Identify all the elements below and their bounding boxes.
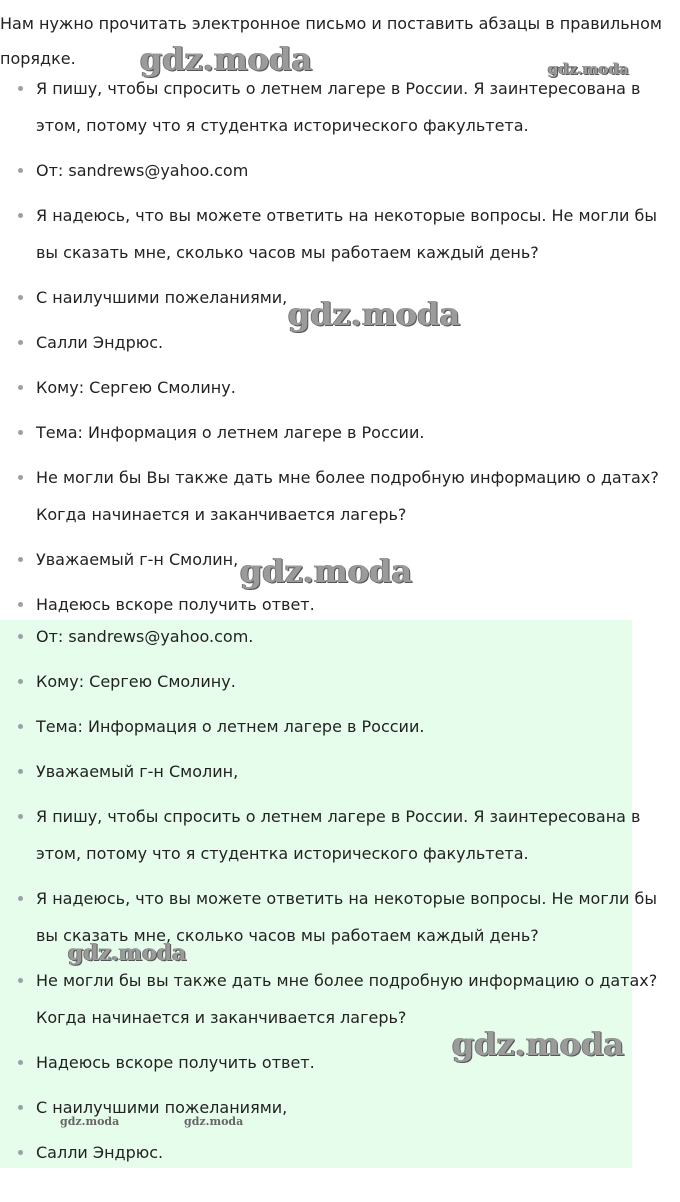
- watermark: gdz.moda: [184, 1115, 244, 1128]
- list-item: Я надеюсь, что вы можете ответить на некоторые вопросы. Не могли бы вы сказать мне, сколько часов мы работаем каждый день?: [0, 880, 680, 954]
- list-item: От: sandrews@yahoo.com: [0, 152, 680, 189]
- list-item: Тема: Информация о летнем лагере в России.: [0, 414, 680, 451]
- list-item: С наилучшими пожеланиями,: [0, 279, 680, 316]
- list-item: Я пишу, чтобы спросить о летнем лагере в России. Я заинтересована в этом, потому что я студентка исторического факультета.: [0, 798, 680, 872]
- watermark: gdz.moda: [548, 60, 629, 78]
- watermark: gdz.moda: [240, 552, 413, 590]
- watermark: gdz.moda: [452, 1025, 625, 1063]
- list-item: Уважаемый г-н Смолин,: [0, 541, 680, 578]
- list-item: Кому: Сергею Смолину.: [0, 663, 680, 700]
- list-item: Не могли бы Вы также дать мне более подробную информацию о датах? Когда начинается и заканчивается лагерь?: [0, 459, 680, 533]
- list-item: Я пишу, чтобы спросить о летнем лагере в России. Я заинтересована в этом, потому что я студентка исторического факультета.: [0, 70, 680, 144]
- list-item: Надеюсь вскоре получить ответ.: [0, 586, 680, 623]
- list-item: Салли Эндрюс.: [0, 324, 680, 361]
- shuffled-paragraph-list: [0, 70, 680, 631]
- list-item: Надеюсь вскоре получить ответ.: [0, 1044, 680, 1081]
- task-instruction: Нам нужно прочитать электронное письмо и поставить абзацы в правильном порядке.: [0, 14, 662, 68]
- watermark: gdz.moda: [68, 940, 187, 966]
- list-item: От: sandrews@yahoo.com.: [0, 618, 680, 655]
- list-item: Салли Эндрюс.: [0, 1134, 680, 1171]
- watermark: gdz.moda: [288, 295, 461, 333]
- watermark: gdz.moda: [60, 1115, 120, 1128]
- list-item: Я надеюсь, что вы можете ответить на некоторые вопросы. Не могли бы вы сказать мне, сколько часов мы работаем каждый день?: [0, 197, 680, 271]
- ordered-answer-list: [0, 618, 680, 1179]
- list-item: Кому: Сергею Смолину.: [0, 369, 680, 406]
- list-item: С наилучшими пожеланиями,: [0, 1089, 680, 1126]
- watermark: gdz.moda: [140, 40, 313, 78]
- list-item: Уважаемый г-н Смолин,: [0, 753, 680, 790]
- list-item: Тема: Информация о летнем лагере в России.: [0, 708, 680, 745]
- list-item: Не могли бы вы также дать мне более подробную информацию о датах? Когда начинается и заканчивается лагерь?: [0, 962, 680, 1036]
